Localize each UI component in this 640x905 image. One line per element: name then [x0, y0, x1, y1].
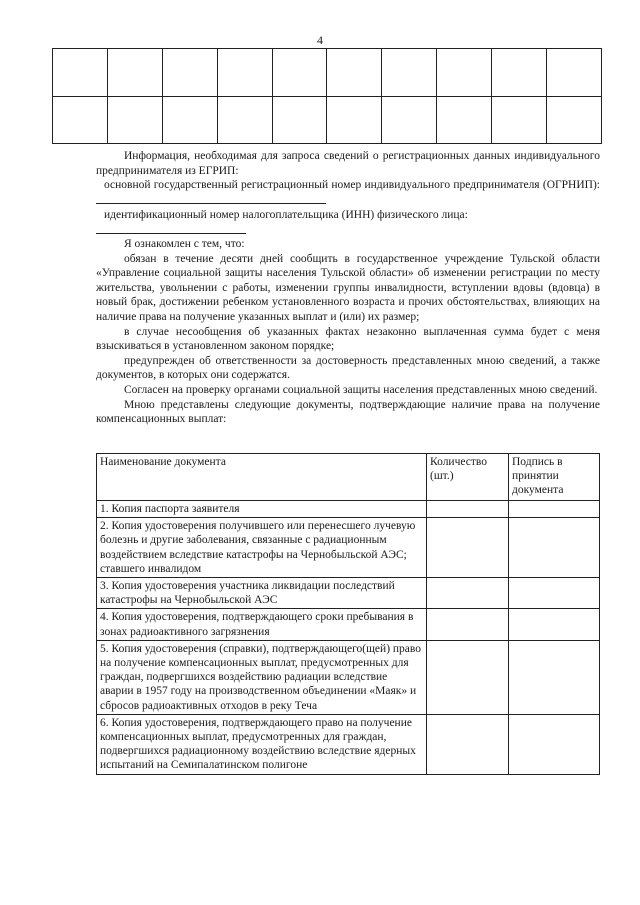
inn-field[interactable]	[96, 223, 246, 234]
document-name-cell: 5. Копия удостоверения (справки), подтверждающего(щей) право на получение компенсационных выплат, предусмотренных для граждан, подвергшихся воздействию радиации вследствие аварии в 1957 году на производственном объединении «Маяк» и сбросов радиоактивных отходов в реку Теча	[97, 640, 427, 714]
signature-cell[interactable]	[509, 518, 600, 578]
top-grid-table	[52, 48, 602, 144]
consent-paragraph: Согласен на проверку органами социальной защиты населения представленных мною сведений.	[124, 383, 598, 396]
responsibility-paragraph: предупрежден об ответственности за достоверность представленных мною сведений, а также документов, в которых они содержатся.	[96, 354, 600, 382]
inn-line: идентификационный номер налогоплательщика (ИНН) физического лица:	[104, 209, 468, 222]
top-grid-cell[interactable]	[382, 96, 437, 144]
obligation-paragraph: обязан в течение десяти дней сообщить в государственное учреждение Тульской области «Управление социальной защиты населения Тульской области» об изменении регистрации по месту жительства, увольнении с работы, изменении группы инвалидности, вступлении вдовы (вдовца) в новый брак, достижении ребенком установленного возраста и прочих обстоятельствах, влияющих на наличие права на получение указанных выплат и (или) их размер;	[96, 252, 600, 323]
quantity-cell[interactable]	[427, 518, 509, 578]
top-grid-cell[interactable]	[162, 96, 217, 144]
top-grid-row	[53, 49, 602, 97]
document-name-cell: 3. Копия удостоверения участника ликвидации последствий катастрофы на Чернобыльской АЭС	[97, 578, 427, 609]
top-grid-cell[interactable]	[217, 49, 272, 97]
header-signature: Подпись в принятии документа	[509, 454, 600, 501]
top-grid-cell[interactable]	[327, 96, 382, 144]
top-grid-cell[interactable]	[437, 49, 492, 97]
document-name-cell: 4. Копия удостоверения, подтверждающего сроки пребывания в зонах радиоактивного загрязнения	[97, 609, 427, 640]
form-body	[96, 149, 600, 427]
signature-cell[interactable]	[509, 501, 600, 518]
top-grid-cell[interactable]	[492, 96, 547, 144]
quantity-cell[interactable]	[427, 640, 509, 714]
table-row	[97, 518, 600, 578]
top-grid-cell[interactable]	[217, 96, 272, 144]
signature-cell[interactable]	[509, 578, 600, 609]
quantity-cell[interactable]	[427, 501, 509, 518]
top-grid-cell[interactable]	[492, 49, 547, 97]
top-grid-cell[interactable]	[327, 49, 382, 97]
header-quantity: Количество (шт.)	[427, 454, 509, 501]
document-name-cell: 2. Копия удостоверения получившего или перенесшего лучевую болезнь и другие заболевания, связанные с радиационным воздействием вследствие катастрофы на Чернобыльской АЭС; ставшего инвалидом	[97, 518, 427, 578]
documents-table	[96, 453, 600, 775]
top-grid-cell[interactable]	[437, 96, 492, 144]
top-grid-cell[interactable]	[547, 96, 602, 144]
signature-cell[interactable]	[509, 640, 600, 714]
quantity-cell[interactable]	[427, 714, 509, 774]
signature-cell[interactable]	[509, 714, 600, 774]
table-row	[97, 501, 600, 518]
ogrnip-field[interactable]	[96, 193, 326, 204]
egrip-info-paragraph: Информация, необходимая для запроса сведений о регистрационных данных индивидуального предпринимателя из ЕГРИП:	[96, 150, 600, 177]
top-grid-cell[interactable]	[162, 49, 217, 97]
table-row	[97, 578, 600, 609]
quantity-cell[interactable]	[427, 609, 509, 640]
top-grid-cell[interactable]	[272, 96, 327, 144]
signature-cell[interactable]	[509, 609, 600, 640]
top-grid-cell[interactable]	[382, 49, 437, 97]
top-grid-cell[interactable]	[53, 96, 108, 144]
document-name-cell: 1. Копия паспорта заявителя	[97, 501, 427, 518]
table-row	[97, 714, 600, 774]
acknowledgement-heading: Я ознакомлен с тем, что:	[124, 237, 245, 250]
table-row	[97, 640, 600, 714]
documents-table-header	[97, 454, 600, 501]
top-grid-cell[interactable]	[547, 49, 602, 97]
document-name-cell: 6. Копия удостоверения, подтверждающего право на получение компенсационных выплат, предусмотренных для граждан, подвергшихся радиационному воздействию вследствие ядерных испытаний на Семипалатинском полигоне	[97, 714, 427, 774]
page-number: 4	[317, 33, 323, 47]
non-report-paragraph: в случае несообщения об указанных фактах незаконно выплаченная сумма будет с меня взыскиваться в установленном законом порядке;	[96, 325, 600, 353]
top-grid-cell[interactable]	[272, 49, 327, 97]
top-grid-row	[53, 96, 602, 144]
top-grid-cell[interactable]	[107, 49, 162, 97]
ogrnip-line: основной государственный регистрационный номер индивидуального предпринимателя (ОГРНИП):	[96, 178, 600, 208]
inn-field-row	[96, 223, 600, 237]
header-document-name: Наименование документа	[97, 454, 427, 501]
top-grid-cell[interactable]	[53, 49, 108, 97]
quantity-cell[interactable]	[427, 578, 509, 609]
table-row	[97, 609, 600, 640]
documents-intro-paragraph: Мною представлены следующие документы, подтверждающие наличие права на получение компенсационных выплат:	[96, 398, 600, 426]
top-grid-cell[interactable]	[107, 96, 162, 144]
